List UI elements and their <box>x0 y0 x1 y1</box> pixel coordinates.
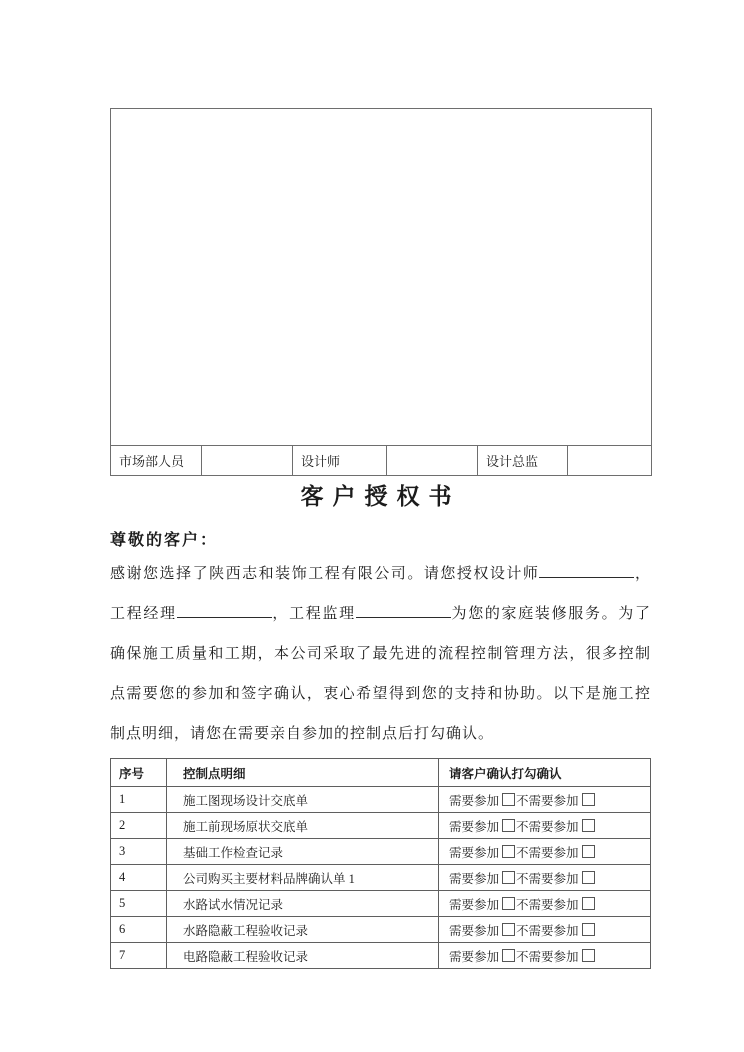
need-attend-label: 需要参加 <box>449 819 500 834</box>
table-row <box>111 917 651 943</box>
table-row <box>111 813 651 839</box>
row-confirm-cell <box>439 787 651 813</box>
need-attend-checkbox <box>502 923 515 936</box>
supervisor-name-blank <box>356 603 451 618</box>
no-need-attend-checkbox <box>582 923 595 936</box>
need-attend-label: 需要参加 <box>449 923 500 938</box>
row-serial-no: 2 <box>111 813 167 839</box>
no-need-attend-checkbox <box>582 897 595 910</box>
signature-value-designer <box>387 446 478 476</box>
signature-value-market-staff <box>202 446 293 476</box>
no-need-attend-checkbox <box>582 949 595 962</box>
row-confirm-cell <box>439 891 651 917</box>
signature-table <box>110 108 652 476</box>
signature-row <box>111 446 652 476</box>
header-serial-no: 序号 <box>111 759 167 787</box>
row-control-point: 施工图现场设计交底单 <box>167 787 439 813</box>
need-attend-label: 需要参加 <box>449 897 500 912</box>
no-need-attend-label: 不需要参加 <box>516 845 579 860</box>
salutation: 尊敬的客户： <box>110 532 219 549</box>
no-need-attend-checkbox <box>582 793 595 806</box>
no-need-attend-label: 不需要参加 <box>516 897 579 912</box>
intro-text-4: 为您的家庭装修服务。为了确保施工质量和工期，本公司采取了最先进的流程控制管理方法，很多控制点需要您的参加和签字确认，衷心希望得到您的支持和协助。以下是施工控制点明细，请您在需要亲自参加的控制点后打勾确认。 <box>110 606 651 742</box>
need-attend-checkbox <box>502 793 515 806</box>
signature-value-design-director <box>568 446 652 476</box>
table-row <box>111 891 651 917</box>
row-serial-no: 1 <box>111 787 167 813</box>
no-need-attend-label: 不需要参加 <box>516 871 579 886</box>
row-confirm-cell <box>439 943 651 969</box>
no-need-attend-checkbox <box>582 845 595 858</box>
page-title: 客户授权书 <box>300 484 461 509</box>
row-serial-no: 5 <box>111 891 167 917</box>
row-control-point: 基础工作检查记录 <box>167 839 439 865</box>
no-need-attend-label: 不需要参加 <box>516 819 579 834</box>
row-control-point: 水路试水情况记录 <box>167 891 439 917</box>
row-control-point: 水路隐蔽工程验收记录 <box>167 917 439 943</box>
need-attend-label: 需要参加 <box>449 845 500 860</box>
project-manager-name-blank <box>177 603 272 618</box>
header-confirm: 请客户确认打勾确认 <box>439 759 651 787</box>
signature-label-market-staff: 市场部人员 <box>111 446 202 476</box>
control-points-table <box>110 758 651 969</box>
no-need-attend-label: 不需要参加 <box>516 793 579 808</box>
row-control-point: 施工前现场原状交底单 <box>167 813 439 839</box>
signature-label-designer: 设计师 <box>293 446 387 476</box>
intro-text-3: ，工程监理 <box>271 606 356 622</box>
no-need-attend-checkbox <box>582 871 595 884</box>
need-attend-checkbox <box>502 897 515 910</box>
row-serial-no: 3 <box>111 839 167 865</box>
need-attend-checkbox <box>502 871 515 884</box>
intro-text-2: ，工程经理 <box>110 566 651 622</box>
signature-table-blank-area <box>111 109 652 446</box>
row-confirm-cell <box>439 917 651 943</box>
row-confirm-cell <box>439 839 651 865</box>
need-attend-label: 需要参加 <box>449 793 500 808</box>
row-confirm-cell <box>439 813 651 839</box>
no-need-attend-checkbox <box>582 819 595 832</box>
row-confirm-cell <box>439 865 651 891</box>
need-attend-label: 需要参加 <box>449 949 500 964</box>
need-attend-checkbox <box>502 949 515 962</box>
row-control-point: 公司购买主要材料品牌确认单 1 <box>167 865 439 891</box>
intro-paragraph <box>110 554 651 754</box>
designer-name-blank <box>539 563 634 578</box>
row-serial-no: 7 <box>111 943 167 969</box>
table-row <box>111 943 651 969</box>
row-control-point: 电路隐蔽工程验收记录 <box>167 943 439 969</box>
row-serial-no: 6 <box>111 917 167 943</box>
intro-text-1: 感谢您选择了陕西志和装饰工程有限公司。请您授权设计师 <box>110 566 540 582</box>
table-header-row <box>111 759 651 787</box>
need-attend-checkbox <box>502 819 515 832</box>
header-control-point: 控制点明细 <box>167 759 439 787</box>
signature-table-top-row <box>111 109 652 446</box>
no-need-attend-label: 不需要参加 <box>516 923 579 938</box>
need-attend-label: 需要参加 <box>449 871 500 886</box>
no-need-attend-label: 不需要参加 <box>516 949 579 964</box>
document-content <box>110 108 651 969</box>
row-serial-no: 4 <box>111 865 167 891</box>
table-row <box>111 787 651 813</box>
table-row <box>111 865 651 891</box>
need-attend-checkbox <box>502 845 515 858</box>
signature-label-design-director: 设计总监 <box>478 446 568 476</box>
table-row <box>111 839 651 865</box>
